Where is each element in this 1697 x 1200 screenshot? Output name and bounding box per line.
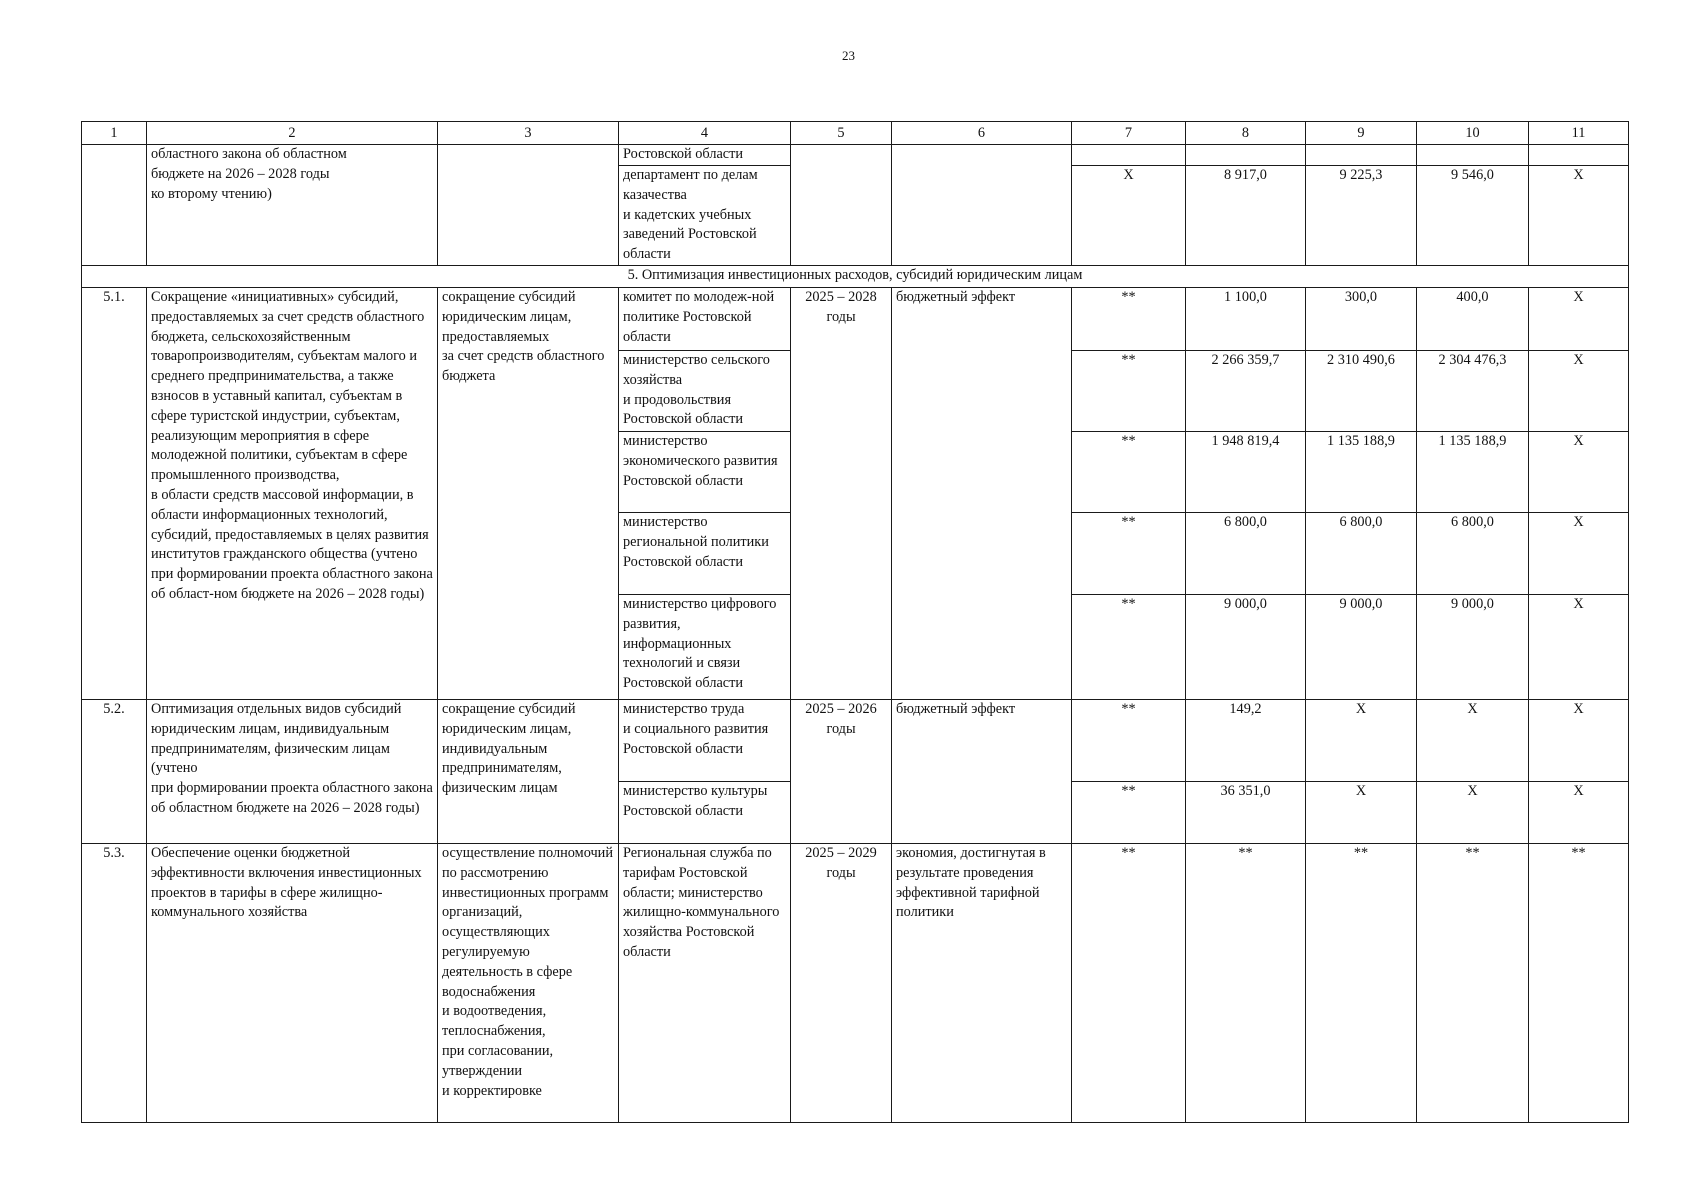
cell-number: 5.2.: [82, 700, 147, 844]
cell-c8: **: [1186, 844, 1306, 1123]
cell-c11: Х: [1529, 782, 1629, 844]
cell-c9: 2 310 490,6: [1306, 351, 1417, 432]
cell-c7: **: [1072, 432, 1186, 513]
cell-c9: 300,0: [1306, 288, 1417, 351]
cell-c7: **: [1072, 351, 1186, 432]
table-row: [82, 145, 1629, 166]
page-number: 23: [842, 48, 855, 63]
section-row: [82, 266, 1629, 288]
cell-c7: [1072, 145, 1186, 166]
cell-c7: **: [1072, 844, 1186, 1123]
cell-c7: **: [1072, 700, 1186, 782]
cell-c11: Х: [1529, 166, 1629, 266]
cell-c10: **: [1417, 844, 1529, 1123]
cell-result: бюджетный эффект: [892, 700, 1072, 844]
cell-executor: министерство сельского хозяйства и продовольствия Ростовской области: [619, 351, 791, 432]
cell-executor: Региональная служба по тарифам Ростовской области; министерство жилищно-коммунального хозяйства Ростовской области: [619, 844, 791, 1123]
cell-c10: 9 000,0: [1417, 595, 1529, 700]
cell-c9: 1 135 188,9: [1306, 432, 1417, 513]
column-header: 10: [1417, 122, 1529, 145]
column-header: 1: [82, 122, 147, 145]
cell-mechanism: сокращение субсидий юридическим лицам, предоставляемых за счет средств областного бюджета: [438, 288, 619, 700]
cell-c9: 6 800,0: [1306, 513, 1417, 595]
cell-period: 2025 – 2028 годы: [791, 288, 892, 700]
cell-mechanism: осуществление полномочий по рассмотрению инвестиционных программ организаций, осуществляющих регулируемую деятельность в сфере водоснабжения и водоотведения, теплоснабжения, при согласовании, утверждении и корректировке: [438, 844, 619, 1123]
column-header: 8: [1186, 122, 1306, 145]
cell-executor: департамент по делам казачества и кадетских учебных заведений Ростовской области: [619, 166, 791, 266]
cell-period: 2025 – 2029 годы: [791, 844, 892, 1123]
section-title: 5. Оптимизация инвестиционных расходов, субсидий юридическим лицам: [82, 266, 1629, 288]
column-header: 3: [438, 122, 619, 145]
column-header: 4: [619, 122, 791, 145]
cell-executor: министерство труда и социального развития Ростовской области: [619, 700, 791, 782]
cell-c7: **: [1072, 782, 1186, 844]
cell-c8: 2 266 359,7: [1186, 351, 1306, 432]
column-header: 6: [892, 122, 1072, 145]
cell-c9: Х: [1306, 782, 1417, 844]
table-header-row: [82, 122, 1629, 145]
cell-c9: 9 225,3: [1306, 166, 1417, 266]
cell-measure: Оптимизация отдельных видов субсидий юридическим лицам, индивидуальным предпринимателям, физическим лицам (учтено при формировании проекта областного закона об областном бюджете на 2026 – 2028 годы): [147, 700, 438, 844]
cell-c11: Х: [1529, 351, 1629, 432]
cell-mechanism: [438, 145, 619, 266]
cell-c10: Х: [1417, 700, 1529, 782]
cell-c8: 36 351,0: [1186, 782, 1306, 844]
cell-result: [892, 145, 1072, 266]
column-header: 9: [1306, 122, 1417, 145]
cell-c7: Х: [1072, 166, 1186, 266]
cell-c9: Х: [1306, 700, 1417, 782]
column-header: 7: [1072, 122, 1186, 145]
column-header: 5: [791, 122, 892, 145]
cell-result: экономия, достигнутая в результате проведения эффективной тарифной политики: [892, 844, 1072, 1123]
cell-c10: Х: [1417, 782, 1529, 844]
cell-c9: **: [1306, 844, 1417, 1123]
cell-c7: **: [1072, 513, 1186, 595]
table-row: [82, 844, 1629, 1123]
cell-period: 2025 – 2026 годы: [791, 700, 892, 844]
cell-executor: комитет по молодеж-ной политике Ростовской области: [619, 288, 791, 351]
cell-c10: [1417, 145, 1529, 166]
column-header: 11: [1529, 122, 1629, 145]
cell-c7: **: [1072, 288, 1186, 351]
cell-c8: 8 917,0: [1186, 166, 1306, 266]
table-row: [82, 700, 1629, 782]
measures-table: [81, 121, 1629, 1123]
cell-c9: 9 000,0: [1306, 595, 1417, 700]
cell-number: 5.1.: [82, 288, 147, 700]
cell-measure: областного закона об областном бюджете на 2026 – 2028 годы ко второму чтению): [147, 145, 438, 266]
cell-number: [82, 145, 147, 266]
column-header: 2: [147, 122, 438, 145]
table-row: [82, 288, 1629, 351]
cell-c7: **: [1072, 595, 1186, 700]
cell-number: 5.3.: [82, 844, 147, 1123]
cell-c11: [1529, 145, 1629, 166]
cell-c10: 9 546,0: [1417, 166, 1529, 266]
cell-c8: 1 100,0: [1186, 288, 1306, 351]
cell-executor: министерство цифрового развития, информационных технологий и связи Ростовской области: [619, 595, 791, 700]
cell-c8: 9 000,0: [1186, 595, 1306, 700]
cell-c8: 6 800,0: [1186, 513, 1306, 595]
cell-c9: [1306, 145, 1417, 166]
cell-c10: 400,0: [1417, 288, 1529, 351]
cell-executor: министерство экономического развития Ростовской области: [619, 432, 791, 513]
cell-result: бюджетный эффект: [892, 288, 1072, 700]
cell-c11: Х: [1529, 595, 1629, 700]
cell-c10: 6 800,0: [1417, 513, 1529, 595]
cell-c10: 1 135 188,9: [1417, 432, 1529, 513]
cell-c10: 2 304 476,3: [1417, 351, 1529, 432]
cell-executor: Ростовской области: [619, 145, 791, 166]
cell-executor: министерство культуры Ростовской области: [619, 782, 791, 844]
cell-measure: Обеспечение оценки бюджетной эффективности включения инвестиционных проектов в тарифы в сфере жилищно-коммунального хозяйства: [147, 844, 438, 1123]
cell-c8: [1186, 145, 1306, 166]
cell-mechanism: сокращение субсидий юридическим лицам, индивидуальным предпринимателям, физическим лицам: [438, 700, 619, 844]
cell-c11: Х: [1529, 288, 1629, 351]
cell-c11: Х: [1529, 432, 1629, 513]
cell-c11: **: [1529, 844, 1629, 1123]
cell-c8: 149,2: [1186, 700, 1306, 782]
cell-c11: Х: [1529, 513, 1629, 595]
cell-measure: Сокращение «инициативных» субсидий, предоставляемых за счет средств областного бюджета, сельскохозяйственным товаропроизводителям, субъектам малого и среднего предпринимательства, а также взносов в уставный капитал, субъектам в сфере туристской индустрии, субъектам, реализующим мероприятия в сфере молодежной политики, субъектам в сфере промышленного производства, в области средств массовой информации, в области информационных технологий, субсидий, предоставляемых в целях развития институтов гражданского общества (учтено при формировании проекта областного закона об област-ном бюджете на 2026 – 2028 годы): [147, 288, 438, 700]
cell-executor: министерство региональной политики Ростовской области: [619, 513, 791, 595]
cell-c11: Х: [1529, 700, 1629, 782]
cell-period: [791, 145, 892, 266]
cell-c8: 1 948 819,4: [1186, 432, 1306, 513]
